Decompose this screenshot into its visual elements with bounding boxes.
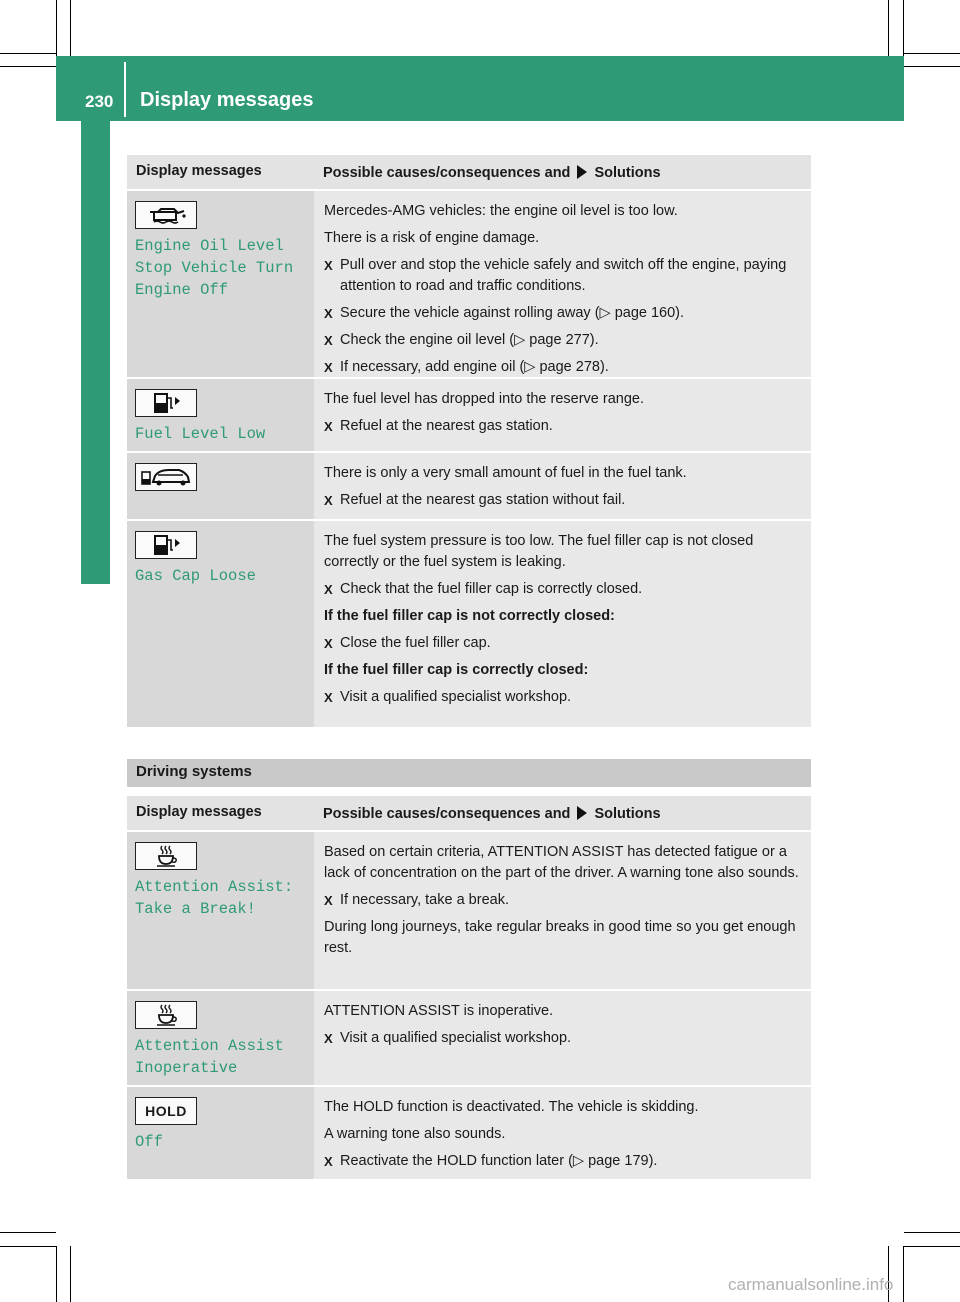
oil-level-icon	[135, 201, 197, 229]
watermark: carmanualsonline.info	[728, 1275, 894, 1294]
display-message: Attention Assist: Take a Break!	[135, 878, 294, 918]
step-marker: X	[324, 306, 333, 321]
table-row: Fuel Level Low The fuel level has dropped into the reserve range. X Refuel at the nearest gas station.	[127, 379, 811, 453]
table-row: Attention Assist: Take a Break! Based on certain criteria, ATTENTION ASSIST has detected fatigue or a lack of concentration on the part of the driver. A warning tone also sounds. X If necessary, take a break. During long journeys, take regular breaks in good time so you get enough rest.	[127, 832, 811, 991]
table-row: Engine Oil Level Stop Vehicle Turn Engine Off Mercedes-AMG vehicles: the engine oil level is too low. There is a risk of engine damage. X Pull over and stop the vehicle safely and switch off the engine, paying attention to road and traffic conditions. X Secure the vehicle against rolling away (▷ page 160). X Check the engine oil level (▷ page 277). X If necessary, add engine oil (▷ page 278).	[127, 191, 811, 379]
crop-mark	[903, 1246, 904, 1302]
display-message: Gas Cap Loose	[135, 567, 256, 585]
fuel-car-icon	[135, 463, 197, 491]
table-row: Gas Cap Loose The fuel system pressure is too low. The fuel filler cap is not closed correctly or the fuel system is leaking. X Check that the fuel filler cap is correctly closed. If the fuel filler cap is not correctly closed: X Close the fuel filler cap. If the fuel filler cap is correctly closed: X Visit a qualified specialist workshop.	[127, 521, 811, 729]
step-marker: X	[324, 1031, 333, 1046]
crop-mark	[0, 1246, 56, 1247]
step-marker: X	[324, 333, 333, 348]
step-marker: X	[324, 893, 333, 908]
display-message: Off	[135, 1133, 163, 1151]
crop-mark	[903, 0, 904, 56]
table-row: HOLD Off The HOLD function is deactivated. The vehicle is skidding. A warning tone also sounds. X Reactivate the HOLD function later (▷ page 179).	[127, 1087, 811, 1179]
fuel-pump-icon	[135, 389, 197, 417]
hold-icon: HOLD	[135, 1097, 197, 1125]
crop-mark	[0, 66, 56, 67]
step-marker: X	[324, 582, 333, 597]
col-header-messages: Display messages	[136, 804, 262, 820]
arrow-right-icon	[577, 165, 587, 179]
section-title: Driving systems	[136, 763, 252, 780]
crop-mark	[904, 53, 960, 54]
crop-mark	[70, 1246, 71, 1302]
coffee-cup-icon	[135, 1001, 197, 1029]
table-row: Attention Assist Inoperative ATTENTION ASSIST is inoperative. X Visit a qualified specialist workshop.	[127, 991, 811, 1087]
display-messages-table-1	[127, 155, 811, 729]
crop-mark	[56, 1246, 57, 1302]
crop-mark	[70, 0, 71, 56]
col-header-messages: Display messages	[136, 163, 262, 179]
step-marker: X	[324, 258, 333, 273]
header-divider	[124, 62, 126, 117]
coffee-cup-icon	[135, 842, 197, 870]
crop-mark	[56, 0, 57, 56]
crop-mark	[904, 1246, 960, 1247]
table-row: There is only a very small amount of fuel in the fuel tank. X Refuel at the nearest gas station without fail.	[127, 453, 811, 521]
step-marker: X	[324, 360, 333, 375]
crop-mark	[904, 66, 960, 67]
table-header-row	[127, 155, 811, 191]
col-header-solutions: Possible causes/consequences and Solutions	[323, 806, 661, 822]
col-header-solutions: Possible causes/consequences and Solutions	[323, 165, 661, 181]
page-number: 230	[85, 92, 114, 111]
crop-mark	[904, 1232, 960, 1233]
step-marker: X	[324, 636, 333, 651]
display-messages-table-2	[127, 796, 811, 1179]
step-marker: X	[324, 1154, 333, 1169]
page-title: Display messages	[140, 89, 314, 111]
fuel-pump-icon	[135, 531, 197, 559]
step-marker: X	[324, 493, 333, 508]
chapter-label: On-board computer and displays	[85, 201, 106, 499]
chapter-label-wrap	[78, 160, 114, 540]
crop-mark	[888, 0, 889, 56]
table-header-row	[127, 796, 811, 832]
step-marker: X	[324, 419, 333, 434]
display-message: Fuel Level Low	[135, 425, 266, 443]
crop-mark	[0, 53, 56, 54]
display-message: Engine Oil Level Stop Vehicle Turn Engine Off	[135, 237, 294, 299]
step-marker: X	[324, 690, 333, 705]
crop-mark	[0, 1232, 56, 1233]
display-message: Attention Assist Inoperative	[135, 1037, 284, 1077]
arrow-right-icon	[577, 806, 587, 820]
